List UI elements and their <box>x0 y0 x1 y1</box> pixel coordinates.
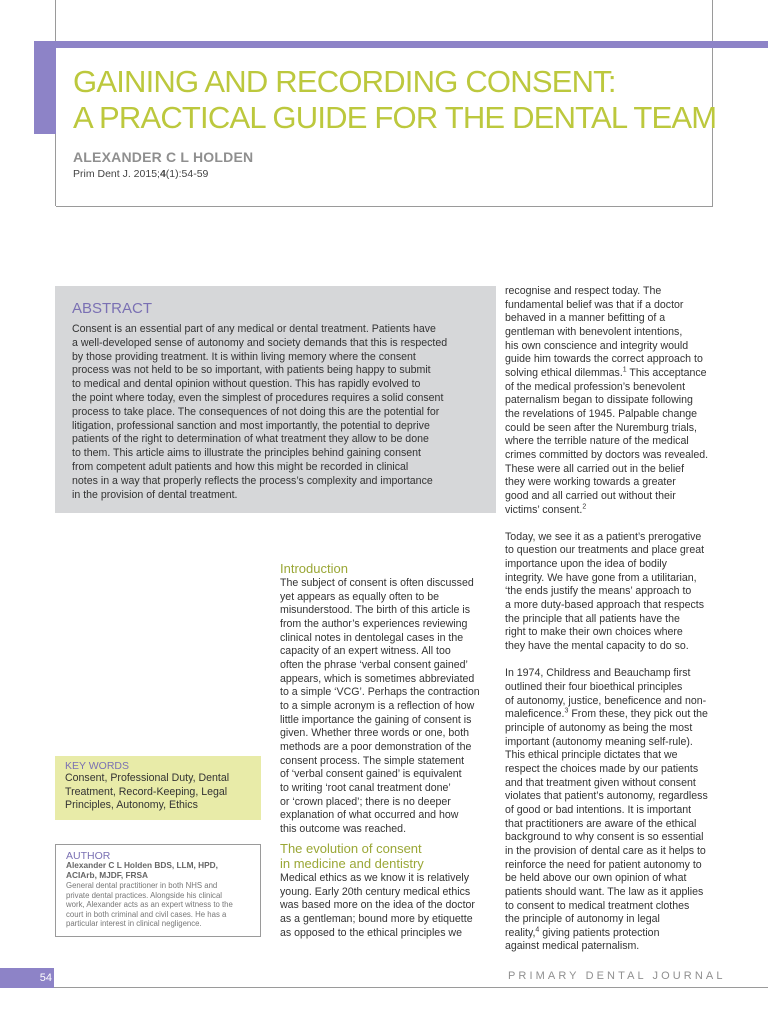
body-line: gentleman with benevolent intentions, <box>505 325 683 338</box>
evolution-text <box>280 872 490 940</box>
body-line: respect the choices made by our patients <box>505 762 699 775</box>
body-line: given. Whether three words or one, both <box>280 727 470 740</box>
right-column-text <box>505 285 720 954</box>
body-line: a more duty-based approach that respects <box>505 599 705 612</box>
body-line: to a simple acronym is a reflection of how <box>280 699 475 712</box>
article-title-line-2: A PRACTICAL GUIDE FOR THE DENTAL TEAM <box>73 100 717 135</box>
article-author: ALEXANDER C L HOLDEN <box>73 149 254 165</box>
body-line: of good or bad intentions. It is important <box>505 803 692 816</box>
body-line: the principle that all patients have the <box>505 612 680 625</box>
body-line: where the terrible nature of the medical <box>505 435 689 448</box>
body-line: from the author’s experiences reviewing <box>280 617 468 630</box>
body-line: they have the mental capacity to do so. <box>505 640 689 653</box>
body-line <box>505 708 720 722</box>
body-line: guide him towards the correct approach to <box>505 353 703 366</box>
author-bio <box>66 881 258 929</box>
keywords-heading: KEY WORDS <box>65 760 129 772</box>
body-line: principle of autonomy as being the most <box>505 721 693 734</box>
bio-line: work, Alexander acts as an expert witness to the <box>66 900 233 910</box>
body-line: and that treatment given without consent <box>505 776 696 789</box>
keywords-text <box>65 772 257 813</box>
keywords-line: Principles, Autonomy, Ethics <box>65 799 198 811</box>
body-line: fundamental belief was that if a doctor <box>505 298 684 311</box>
body-line: to writing ‘root canal treatment done’ <box>280 781 451 794</box>
body-line: crimes committed by doctors was revealed. <box>505 448 709 461</box>
introduction-heading: Introduction <box>280 561 348 576</box>
paragraph-gap <box>505 517 720 531</box>
body-line: of ‘verbal consent gained’ is equivalent <box>280 768 462 781</box>
keywords-box <box>55 756 261 820</box>
abstract-heading: ABSTRACT <box>72 300 153 317</box>
body-line: Medical ethics as we know it is relatively <box>280 872 469 884</box>
body-line: paternalism began to dissipate following <box>505 394 693 407</box>
body-line: or ‘crown placed’; there is no deeper <box>280 795 451 808</box>
reference-marker: 4 <box>535 926 540 934</box>
journal-name: PRIMARY DENTAL JOURNAL <box>508 970 726 982</box>
body-line <box>505 367 720 381</box>
abstract-line: litigation, professional sanction and most importantly, the potential to deprive <box>72 419 430 432</box>
body-line: integrity. We have gone from a utilitarian, <box>505 571 697 584</box>
body-line: of autonomy, justice, beneficence and non- <box>505 694 707 707</box>
body-line: be held above our own opinion of what <box>505 872 687 885</box>
abstract-line: process was not held to be so important, with patients being happy to submit <box>72 364 431 377</box>
abstract-line: process to take place. The consequences of not doing this are the potential for <box>72 405 440 418</box>
bio-line: court in both criminal and civil cases. He has a <box>66 909 227 919</box>
abstract-line: to medical and dental opinion without question. This has rapidly evolved to <box>72 378 421 391</box>
bio-line: General dental practitioner in both NHS and <box>66 881 218 890</box>
body-line: young. Early 20th century medical ethics <box>280 885 471 898</box>
body-line: of the medical profession’s benevolent <box>505 380 686 393</box>
evolution-heading <box>280 842 424 871</box>
header-accent-tab <box>34 41 56 134</box>
body-line: clinical notes in dentolegal cases in the <box>280 631 464 644</box>
abstract-box <box>55 286 496 513</box>
abstract-line: notes in a way that properly reflects the process’s complexity and importance <box>72 474 433 487</box>
body-line: could be seen after the Nuremburg trials, <box>505 421 697 434</box>
body-line: little importance the gaining of consent is <box>280 713 472 726</box>
body-fragment: maleficence. <box>505 708 565 721</box>
body-line: his own conscience and integrity would <box>505 339 689 352</box>
body-line: to question our treatments and place great <box>505 544 705 557</box>
page-number: 54 <box>39 972 52 984</box>
footer-rule <box>54 987 768 988</box>
body-line: explanation of what occurred and how <box>280 809 459 822</box>
bio-line: particular interest in clinical negligence. <box>66 919 202 929</box>
article-title-line-1: GAINING AND RECORDING CONSENT: <box>73 64 616 99</box>
abstract-line: to them. This article aims to illustrate the principles behind gaining consent <box>72 447 421 460</box>
header-accent-band <box>34 41 768 48</box>
abstract-line: patients of the right to determination of what treatment they allow to be done <box>72 433 429 446</box>
body-line: patients should want. The law as it applies <box>505 885 704 898</box>
abstract-text <box>72 323 487 502</box>
body-line: as opposed to the ethical principles we <box>280 926 462 939</box>
paragraph-gap <box>505 654 720 668</box>
body-line: they were working towards a greater <box>505 476 676 489</box>
body-line: consent process. The simple statement <box>280 754 465 767</box>
body-line: behaved in a manner befitting of a <box>505 312 666 325</box>
body-line: methods are a poor demonstration of the <box>280 740 472 753</box>
reference-marker: 2 <box>582 502 587 510</box>
body-line: the revelations of 1945. Palpable change <box>505 407 698 420</box>
author-info-box <box>55 844 261 937</box>
body-line: to a simple ‘VCG’. Perhaps the contraction <box>280 686 480 699</box>
body-line: good and all carried out without their <box>505 489 676 502</box>
evolution-heading-line: in medicine and dentistry <box>280 855 424 871</box>
body-line: yet appears as equally often to be <box>280 590 440 603</box>
evolution-heading-line: The evolution of consent <box>280 841 422 856</box>
body-line: recognise and respect today. The <box>505 285 662 297</box>
body-line: to consent to medical treatment clothes <box>505 899 690 912</box>
abstract-line: Consent is an essential part of any medical or dental treatment. Patients have <box>72 323 436 335</box>
body-line: In 1974, Childress and Beauchamp first <box>505 667 691 680</box>
abstract-line: a well-developed sense of autonomy and society demands that this is respected <box>72 336 448 349</box>
body-line <box>505 504 720 518</box>
body-line: capacity of an expert witness. All too <box>280 645 451 658</box>
body-line: in the provision of dental care as it helps to <box>505 844 706 857</box>
author-credentials <box>66 860 256 880</box>
abstract-line: the point where today, even the simplest of procedures requires a solid consent <box>72 391 444 404</box>
body-line: Today, we see it as a patient’s prerogative <box>505 530 702 543</box>
body-line: outlined their four bioethical principles <box>505 681 683 693</box>
keywords-line: Consent, Professional Duty, Dental <box>65 772 230 784</box>
body-line: misunderstood. The birth of this article is <box>280 604 470 617</box>
body-line: against medical paternalism. <box>505 940 640 953</box>
body-line: was based more on the idea of the doctor <box>280 899 475 912</box>
citation-suffix: (1):54-59 <box>165 168 209 180</box>
body-fragment: This acceptance <box>626 366 707 379</box>
body-line: often the phrase ‘verbal consent gained’ <box>280 658 468 671</box>
body-line: the principle of autonomy in legal <box>505 913 660 926</box>
body-line: right to make their own choices where <box>505 626 683 639</box>
body-fragment: solving ethical dilemmas. <box>505 366 623 379</box>
body-line: The subject of consent is often discussed <box>280 577 474 589</box>
abstract-line: in the provision of dental treatment. <box>72 488 238 501</box>
credentials-line: Alexander C L Holden BDS, LLM, HPD, <box>66 860 218 870</box>
bio-line: private dental practices. Alongside his clinical <box>66 890 223 900</box>
introduction-text <box>280 577 490 836</box>
body-line <box>505 927 720 941</box>
body-line: this outcome was reached. <box>280 822 407 835</box>
body-line: as a gentleman; bound more by etiquette <box>280 912 473 925</box>
citation-prefix: Prim Dent J. 2015; <box>73 168 160 180</box>
body-fragment: giving patients protection <box>539 926 660 939</box>
keywords-line: Treatment, Record-Keeping, Legal <box>65 785 228 798</box>
abstract-line: by those providing treatment. It is within living memory where the consent <box>72 350 416 363</box>
citation <box>73 168 208 180</box>
citation-volume: 4 <box>159 168 166 180</box>
body-line: important (autonomy meaning self-rule). <box>505 735 693 748</box>
body-line: appears, which is sometimes abbreviated <box>280 672 475 685</box>
body-line: ‘the ends justify the means’ approach to <box>505 585 692 598</box>
abstract-line: from competent adult patients and how this might be recorded in clinical <box>72 460 409 473</box>
reference-marker: 3 <box>564 707 569 715</box>
page-number-tab <box>0 968 54 988</box>
body-fragment: victims’ consent. <box>505 503 583 516</box>
reference-marker: 1 <box>622 366 627 374</box>
body-line: violates that patient’s autonomy, regardless <box>505 790 708 803</box>
body-fragment: From these, they pick out the <box>568 708 708 721</box>
article-title <box>73 64 717 136</box>
body-line: This ethical principle dictates that we <box>505 749 678 762</box>
body-line: reinforce the need for patient autonomy to <box>505 858 702 871</box>
body-line: These were all carried out in the belief <box>505 462 685 475</box>
credentials-line: ACIArb, MJDF, FRSA <box>66 870 149 880</box>
author-box-heading: AUTHOR <box>66 850 111 862</box>
body-line: that practitioners are aware of the ethical <box>505 817 697 830</box>
body-line: background to why consent is so essential <box>505 831 704 844</box>
body-line: importance upon the idea of bodily <box>505 558 667 571</box>
body-fragment: reality, <box>505 926 536 939</box>
